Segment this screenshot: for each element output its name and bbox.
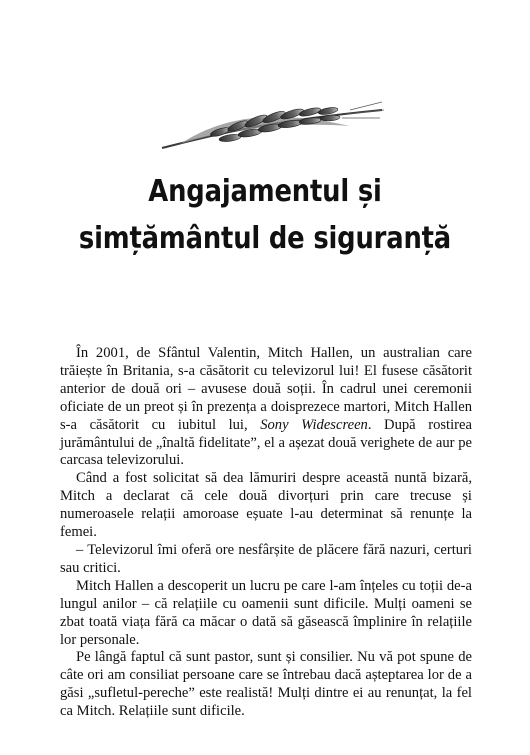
paragraph-1-text-after: . După rostirea jurământului de „înaltă fidelitate”, el a așezat două verighete de aur pe carcasa televizorului. xyxy=(60,416,472,469)
paragraph-1-emphasis: Sony Widescreen xyxy=(260,416,368,433)
chapter-title-line-1: Angajamentul și xyxy=(148,174,382,209)
paragraph-5: Pe lângă faptul că sunt pastor, sunt și consilier. Nu vă pot spune de câte ori am consiliat persoane care se întrebau dacă așteptarea lor de a găsi „sufletul-pereche” este realistă! Mulți dintre ei au renunțat, la fel ca Mitch. Relațiile sunt dificile. xyxy=(60,649,472,720)
chapter-title-line-2: simțământul de siguranță xyxy=(78,221,452,256)
paragraph-3: – Televizorul îmi oferă ore nesfârșite de plăcere fără nazuri, certuri sau critici. xyxy=(60,541,472,576)
chapter-title xyxy=(54,168,475,262)
paragraph-4: Mitch Hallen a descoperit un lucru pe care l-am înțeles cu toții de-a lungul anilor – că relațiile cu oamenii sunt dificile. Mulți oameni se zbat toată viața fără ca măcar o dată să găsească împlinire în relațiile lor personale. xyxy=(60,577,472,648)
wheat-sheaf-icon xyxy=(150,96,390,152)
chapter-body-text xyxy=(60,345,472,721)
paragraph-2: Când a fost solicitat să dea lămuriri despre această nuntă bizară, Mitch a declarat că cele două divorțuri prin care trecuse și numeroasele relații amoroase eșuate l-au determinat să renunțe la femei. xyxy=(60,470,472,541)
paragraph-1-text-before: În 2001, de Sfântul Valentin, Mitch Hallen, un australian care trăiește în Britania, s-a căsătorit cu televizorul lui! El fusese căsătorit anterior de două ori – avusese două soții. În cadrul unei ceremonii oficiate de un preot și în prezența a doisprezece martori, Mitch Hallen s-a căsătorit cu iubitul lui, xyxy=(60,345,472,433)
paragraph-1 xyxy=(60,345,472,470)
